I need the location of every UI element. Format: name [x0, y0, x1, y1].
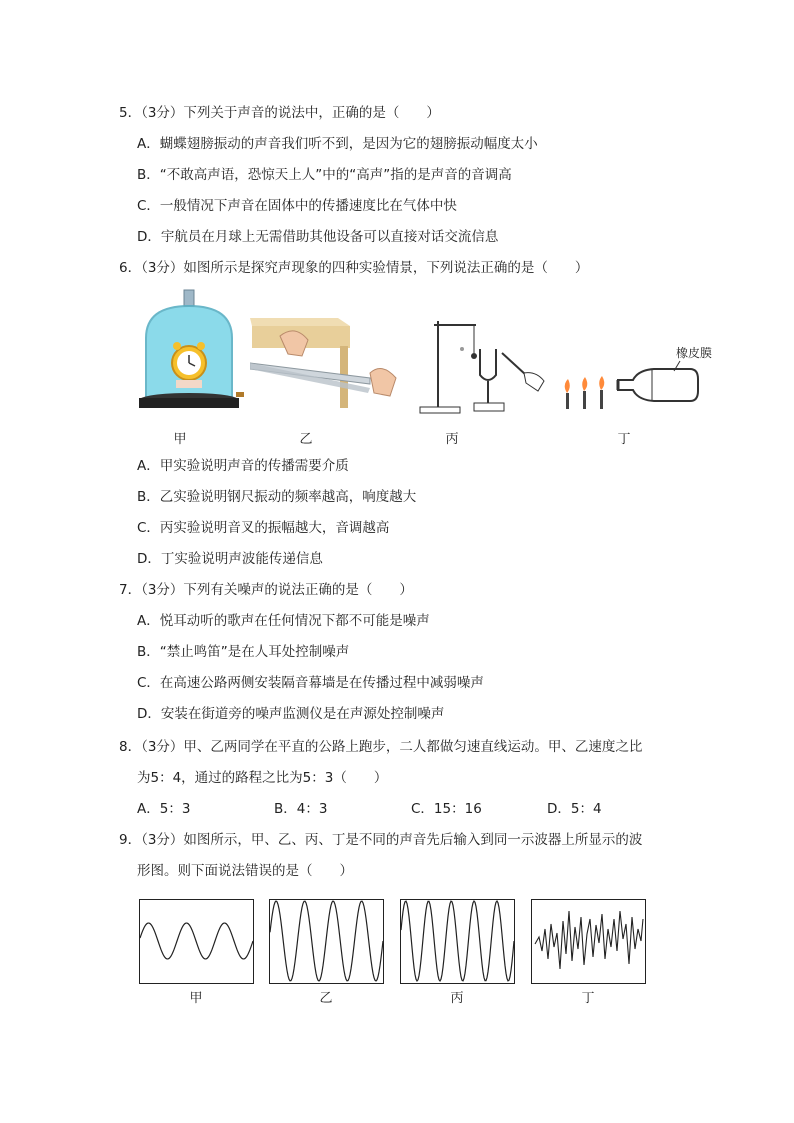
q8-stem-line2: 为5：4，通过的路程之比为5：3（ ） — [137, 770, 388, 786]
q7-stem: 7．（3分）下列有关噪声的说法正确的是（ ） — [119, 582, 413, 598]
q8-option-b[interactable]: B．4：3 — [274, 801, 328, 817]
q6-option-b[interactable]: B．乙实验说明钢尺振动的频率越高，响度越大 — [137, 489, 417, 505]
q8-option-d[interactable]: D．5：4 — [547, 801, 602, 817]
candle-bottle-figure — [558, 335, 718, 410]
q9-caption-bing: 丙 — [450, 991, 464, 1006]
waveform-yi — [269, 899, 384, 984]
q5-option-a[interactable]: A．蝴蝶翅膀振动的声音我们听不到，是因为它的翅膀振动幅度太小 — [137, 136, 538, 152]
q9-caption-ding: 丁 — [581, 991, 595, 1006]
q8-stem-line1: 8．（3分）甲、乙两同学在平直的公路上跑步，二人都做匀速直线运动。甲、乙速度之比 — [119, 739, 643, 755]
q7-option-a[interactable]: A．悦耳动听的歌声在任何情况下都不可能是噪声 — [137, 613, 430, 629]
q6-stem: 6．（3分）如图所示是探究声现象的四种实验情景，下列说法正确的是（ ） — [119, 260, 589, 276]
tuning-fork-figure — [414, 313, 554, 418]
q6-option-c[interactable]: C．丙实验说明音叉的振幅越大，音调越高 — [137, 520, 390, 536]
q8-option-a[interactable]: A．5：3 — [137, 801, 191, 817]
q6-caption-bing: 丙 — [445, 432, 459, 447]
bell-jar-clock-figure — [136, 288, 246, 418]
q5-option-d[interactable]: D．宇航员在月球上无需借助其他设备可以直接对话交流信息 — [137, 229, 499, 245]
q9-caption-jia: 甲 — [189, 991, 203, 1006]
q7-option-b[interactable]: B．“禁止鸣笛”是在人耳处控制噪声 — [137, 644, 350, 660]
q7-option-c[interactable]: C．在高速公路两侧安装隔音幕墙是在传播过程中减弱噪声 — [137, 675, 484, 691]
q6-caption-jia: 甲 — [173, 432, 187, 447]
q6-caption-ding: 丁 — [617, 432, 631, 447]
q9-stem-line2: 形图。则下面说法错误的是（ ） — [137, 863, 353, 879]
waveform-jia — [139, 899, 254, 984]
q9-stem-line1: 9．（3分）如图所示，甲、乙、丙、丁是不同的声音先后输入到同一示波器上所显示的波 — [119, 832, 643, 848]
q5-stem: 5．（3分）下列关于声音的说法中，正确的是（ ） — [119, 105, 440, 121]
q5-option-c[interactable]: C．一般情况下声音在固体中的传播速度比在气体中快 — [137, 198, 457, 214]
rubber-membrane-label: 橡皮膜 — [676, 346, 713, 360]
waveform-bing — [400, 899, 515, 984]
waveform-ding — [531, 899, 646, 984]
q6-option-a[interactable]: A．甲实验说明声音的传播需要介质 — [137, 458, 349, 474]
q9-caption-yi: 乙 — [319, 991, 333, 1006]
q5-option-b[interactable]: B．“不敢高声语，恐惊天上人”中的“高声”指的是声音的音调高 — [137, 167, 512, 183]
q6-option-d[interactable]: D．丁实验说明声波能传递信息 — [137, 551, 323, 567]
q6-caption-yi: 乙 — [299, 432, 313, 447]
steel-ruler-figure — [250, 318, 405, 413]
q8-option-c[interactable]: C．15：16 — [411, 801, 482, 817]
q7-option-d[interactable]: D．安装在街道旁的噪声监测仪是在声源处控制噪声 — [137, 706, 445, 722]
